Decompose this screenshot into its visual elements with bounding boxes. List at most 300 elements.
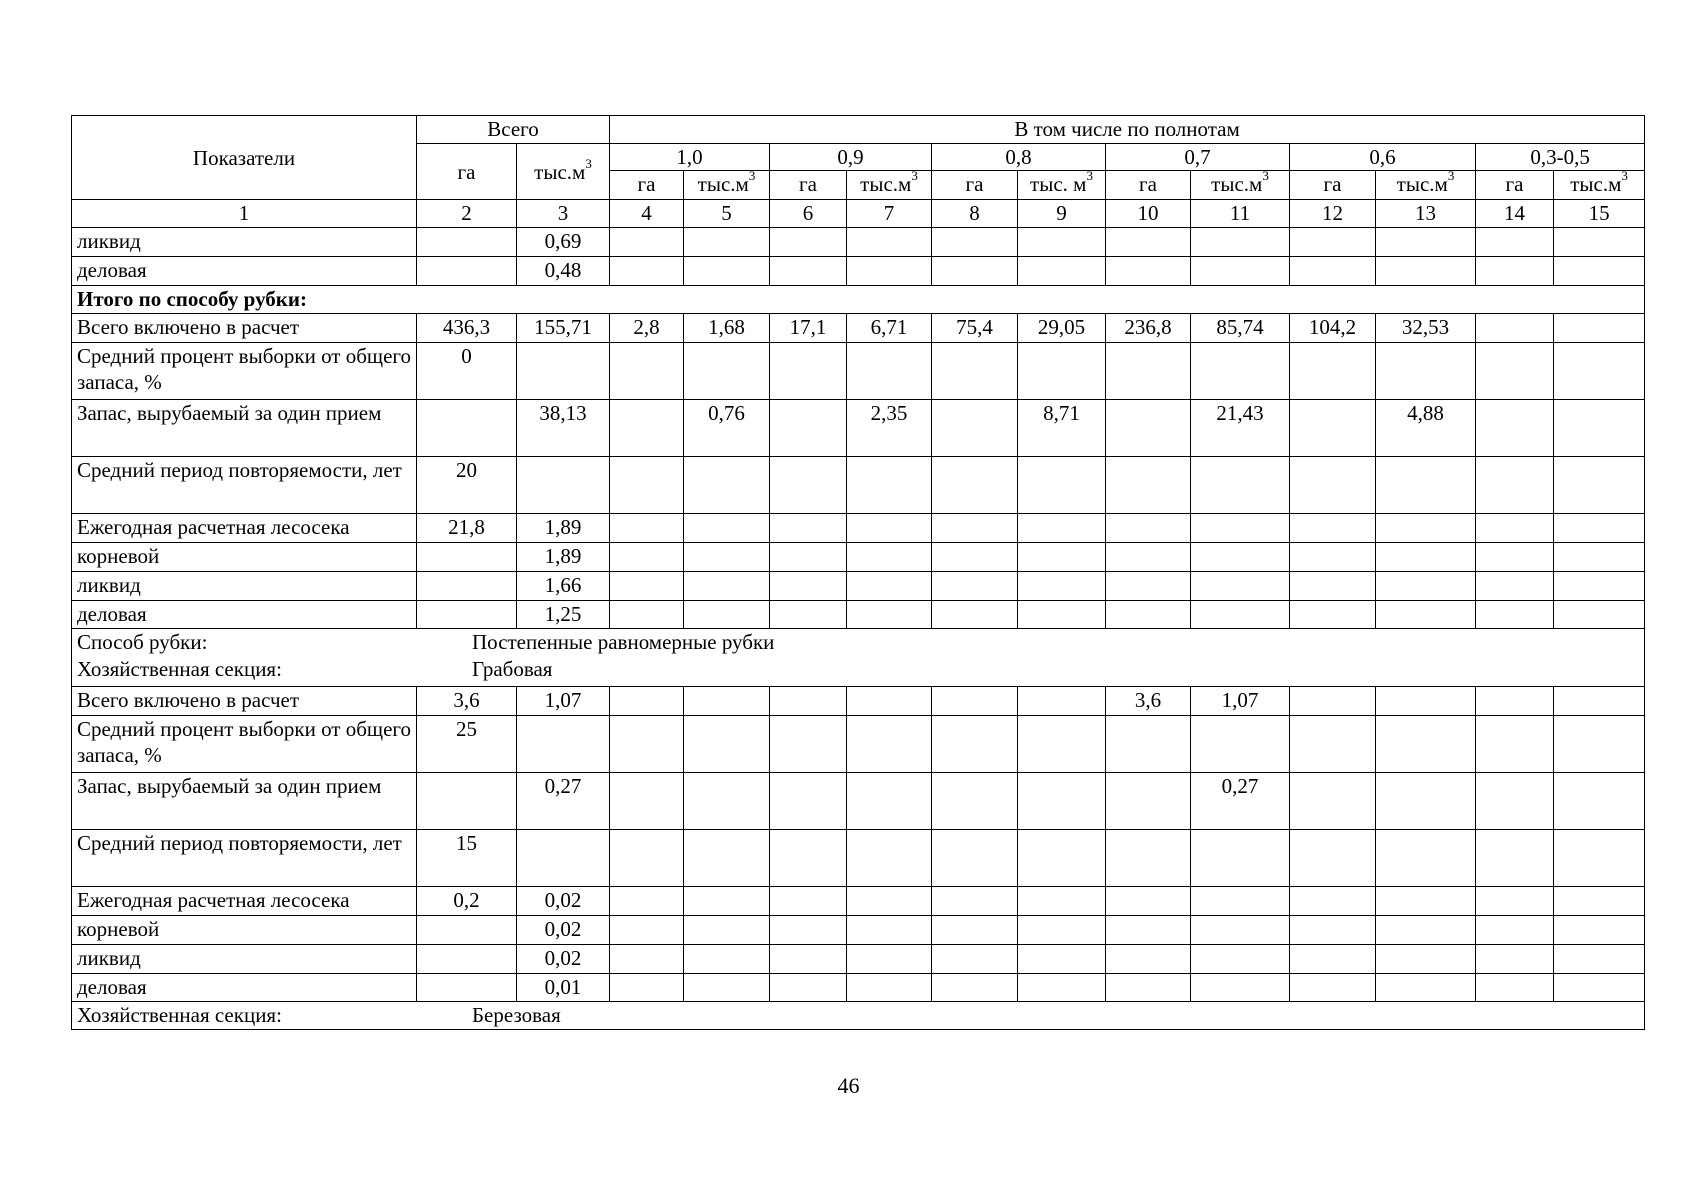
column-number: 15 [1554,200,1645,228]
table-cell: 15 [417,830,517,887]
table-cell [1290,916,1376,945]
table-cell [684,601,770,629]
table-cell: 2,8 [610,314,684,343]
table-cell [770,228,847,257]
table-cell: 1,07 [517,687,610,716]
table-cell [1018,514,1106,543]
header-density-0-6: 0,6 [1290,144,1476,171]
table-cell: 1,89 [517,514,610,543]
table-cell [770,343,847,400]
table-cell [1290,945,1376,974]
unit-m3: $тыс.м^3$ [1376,171,1476,200]
table-cell: 236,8 [1106,314,1191,343]
table-cell: 38,13 [517,400,610,457]
table-cell [1018,773,1106,830]
total-section-title: Итого по способу рубки: [72,286,1645,314]
table-cell [417,543,517,572]
table-cell: 0,27 [1191,773,1290,830]
row-label: ликвид [72,572,417,601]
column-number: 13 [1376,200,1476,228]
table-row [72,457,1645,514]
table-cell [1290,716,1376,773]
column-number: 10 [1106,200,1191,228]
table-cell: 75,4 [932,314,1018,343]
table-cell [847,830,932,887]
table-cell [517,830,610,887]
table-cell [1376,457,1476,514]
economic-section-value: Березовая [472,1003,561,1027]
table-cell [1554,974,1645,1002]
table-cell [1554,572,1645,601]
table-row [72,601,1645,629]
unit-ha: га [1290,171,1376,200]
table-cell [684,228,770,257]
table-cell: 85,74 [1191,314,1290,343]
page-number: 46 [837,1073,860,1098]
table-cell [932,228,1018,257]
table-cell: 25 [417,716,517,773]
table-cell [847,916,932,945]
table-cell: 155,71 [517,314,610,343]
table-cell [610,974,684,1002]
row-label: Ежегодная расчетная лесосека [72,887,417,916]
table-cell [847,716,932,773]
table-cell [684,887,770,916]
column-number: 9 [1018,200,1106,228]
column-number: 6 [770,200,847,228]
table-cell [1554,228,1645,257]
table-cell [1554,457,1645,514]
table-cell [770,400,847,457]
row-label: Запас, вырубаемый за один прием [72,400,417,457]
table-row [72,543,1645,572]
table-cell [1018,974,1106,1002]
unit-m3: тыс. $м^3$ [1018,171,1106,200]
header-breakdown: В том числе по полнотам [610,116,1645,144]
table-cell [770,514,847,543]
table-row [72,687,1645,716]
table-cell [770,916,847,945]
table-cell [417,400,517,457]
table-cell [770,716,847,773]
table-cell: 17,1 [770,314,847,343]
table-cell: 0,27 [517,773,610,830]
table-cell [610,887,684,916]
table-cell [1476,601,1554,629]
header-density-0-9: 0,9 [770,144,932,171]
table-cell [1106,773,1191,830]
table-cell [847,343,932,400]
table-cell [770,572,847,601]
table-cell [1191,830,1290,887]
table-cell [847,457,932,514]
economic-section-line [77,1002,1639,1028]
table-cell [1191,257,1290,286]
table-cell [1106,343,1191,400]
header-total: Всего [417,116,610,144]
table-row [72,916,1645,945]
table-cell [684,773,770,830]
table-cell [1476,716,1554,773]
table-cell [1554,400,1645,457]
table-cell [610,228,684,257]
table-cell [1476,400,1554,457]
table-cell [1376,716,1476,773]
table-cell [1106,257,1191,286]
table-cell [1476,514,1554,543]
table-cell [1476,543,1554,572]
table-cell: 21,43 [1191,400,1290,457]
table-cell [770,601,847,629]
table-cell: 29,05 [1018,314,1106,343]
table-cell [1554,887,1645,916]
row-label: корневой [72,916,417,945]
table-cell [1106,916,1191,945]
section-title-row [72,286,1645,314]
column-number: 11 [1191,200,1290,228]
table-cell [847,601,932,629]
table-cell [847,773,932,830]
column-number: 3 [517,200,610,228]
table-cell [1554,716,1645,773]
economic-section-value: Грабовая [472,657,553,681]
table-cell [1554,314,1645,343]
table-cell [610,945,684,974]
table-cell [847,543,932,572]
column-number: 1 [72,200,417,228]
header-total-ha: га [417,144,517,200]
column-number: 4 [610,200,684,228]
table-cell [1191,343,1290,400]
table-cell [847,687,932,716]
table-cell [684,543,770,572]
table-cell [1106,601,1191,629]
table-cell [1376,257,1476,286]
row-label: деловая [72,257,417,286]
unit-m3: $тыс.м^3$ [1191,171,1290,200]
table-row [72,716,1645,773]
row-label: Средний период повторяемости, лет [72,457,417,514]
table-cell [1191,601,1290,629]
table-cell [1376,514,1476,543]
table-cell [1290,343,1376,400]
table-cell [1290,773,1376,830]
table-cell [417,945,517,974]
header-density-0-3-0-5: 0,3-0,5 [1476,144,1645,171]
row-label: корневой [72,543,417,572]
table-cell [1554,773,1645,830]
table-cell [932,514,1018,543]
table-row [72,228,1645,257]
table-cell [847,974,932,1002]
table-cell [610,716,684,773]
table-cell [847,887,932,916]
table-cell: 0,69 [517,228,610,257]
row-label: Средний период повторяемости, лет [72,830,417,887]
table-cell: 1,25 [517,601,610,629]
table-cell [932,887,1018,916]
row-label: деловая [72,601,417,629]
table-cell [417,773,517,830]
table-cell [932,687,1018,716]
table-cell [1290,514,1376,543]
table-cell [932,916,1018,945]
table-cell [417,228,517,257]
table-cell [417,601,517,629]
header-density-0-7: 0,7 [1106,144,1290,171]
table-cell [770,257,847,286]
table-cell [610,687,684,716]
table-cell [1018,830,1106,887]
table-cell: 20 [417,457,517,514]
table-cell [1290,974,1376,1002]
table-cell [1476,457,1554,514]
table-cell [610,601,684,629]
table-cell [1106,400,1191,457]
table-cell [1376,228,1476,257]
table-cell [610,514,684,543]
column-number: 7 [847,200,932,228]
table-cell: 0 [417,343,517,400]
section-info-cell [72,629,1645,687]
header-row-1 [72,116,1645,144]
table-cell [1106,514,1191,543]
table-cell [417,572,517,601]
table-cell [417,257,517,286]
table-cell [932,773,1018,830]
unit-ha: га [932,171,1018,200]
table-cell [1018,945,1106,974]
unit-ha: га [1476,171,1554,200]
row-label: ликвид [72,945,417,974]
table-cell [1018,228,1106,257]
table-cell [1191,887,1290,916]
column-number: 12 [1290,200,1376,228]
table-cell: 1,66 [517,572,610,601]
header-density-0-8: 0,8 [932,144,1106,171]
header-indicators: Показатели [72,116,417,200]
table-cell: 0,48 [517,257,610,286]
table-cell [1191,716,1290,773]
table-cell [1290,601,1376,629]
table-cell [847,945,932,974]
row-label: деловая [72,974,417,1002]
table-row [72,830,1645,887]
table-cell [1376,916,1476,945]
table-cell: 0,76 [684,400,770,457]
table-cell [770,945,847,974]
table-cell [417,974,517,1002]
table-cell [1290,543,1376,572]
table-body [72,116,1645,1030]
table-row [72,887,1645,916]
table-cell [684,687,770,716]
table-cell [1376,830,1476,887]
table-cell: 8,71 [1018,400,1106,457]
table-cell [1476,228,1554,257]
table-cell [1290,228,1376,257]
table-cell [932,543,1018,572]
table-cell [847,257,932,286]
table-cell [1476,257,1554,286]
table-cell [1554,257,1645,286]
table-cell [610,916,684,945]
row-label: Запас, вырубаемый за один прием [72,773,417,830]
section-info-row [72,1002,1645,1030]
table-cell [1018,543,1106,572]
table-cell [1191,514,1290,543]
table-cell [847,228,932,257]
table-cell [1476,830,1554,887]
table-cell [610,773,684,830]
table-row [72,314,1645,343]
table-cell [684,945,770,974]
table-cell [1191,228,1290,257]
table-cell: 2,35 [847,400,932,457]
table-cell [932,257,1018,286]
table-cell [1018,572,1106,601]
table-cell [684,514,770,543]
table-row [72,945,1645,974]
table-cell [932,945,1018,974]
table-cell [847,572,932,601]
table-row [72,572,1645,601]
table-cell [1554,916,1645,945]
table-cell [1476,916,1554,945]
table-cell: 1,89 [517,543,610,572]
table-cell [1290,830,1376,887]
table-cell [1018,687,1106,716]
table-row [72,257,1645,286]
table-cell [1554,343,1645,400]
table-cell [610,400,684,457]
table-cell [1376,572,1476,601]
table-cell [1554,830,1645,887]
unit-m3: $тыс.м^3$ [1554,171,1645,200]
table-cell: 0,02 [517,945,610,974]
table-cell [1106,228,1191,257]
table-cell [1376,945,1476,974]
table-cell [932,457,1018,514]
table-cell: 6,71 [847,314,932,343]
column-number: 8 [932,200,1018,228]
table-cell [517,343,610,400]
table-cell: 0,02 [517,916,610,945]
column-number: 5 [684,200,770,228]
row-label: Всего включено в расчет [72,687,417,716]
table-cell [1018,257,1106,286]
table-cell: 3,6 [1106,687,1191,716]
table-cell: 4,88 [1376,400,1476,457]
unit-ha: га [770,171,847,200]
table-cell [1018,343,1106,400]
table-cell [1376,601,1476,629]
table-cell [610,830,684,887]
column-number: 2 [417,200,517,228]
table-cell [1476,343,1554,400]
table-cell [610,543,684,572]
table-cell: 1,07 [1191,687,1290,716]
unit-m3: $тыс.м^3$ [684,171,770,200]
table-cell [684,916,770,945]
table-row [72,400,1645,457]
table-cell [1554,543,1645,572]
table-cell [1476,314,1554,343]
economic-section-label: Хозяйственная секция: [77,657,282,681]
section-info-cell [72,1002,1645,1030]
table-cell [1554,687,1645,716]
table-cell [1290,257,1376,286]
table-cell [1106,887,1191,916]
table-cell [1191,916,1290,945]
table-cell [1290,687,1376,716]
table-cell [1376,887,1476,916]
table-cell [1106,974,1191,1002]
table-row [72,974,1645,1002]
table-cell: 0,01 [517,974,610,1002]
table-cell [770,457,847,514]
row-label: ликвид [72,228,417,257]
table-cell [932,601,1018,629]
table-cell [610,343,684,400]
table-row [72,514,1645,543]
table-cell [932,343,1018,400]
table-cell [770,887,847,916]
economic-section-line [77,656,1639,683]
table-cell [770,687,847,716]
table-cell [417,916,517,945]
table-cell [684,457,770,514]
cutting-method-line [77,629,1639,656]
table-cell [1191,945,1290,974]
table-cell [1376,687,1476,716]
table-cell [517,716,610,773]
table-cell [1106,572,1191,601]
row-label: Средний процент выборки от общего запаса, % [72,716,417,773]
table-cell [1106,830,1191,887]
table-cell [1018,716,1106,773]
table-cell [1106,543,1191,572]
column-number-row [72,200,1645,228]
table-cell: 0,2 [417,887,517,916]
table-cell [1191,457,1290,514]
table-cell [1476,945,1554,974]
table-cell [1476,773,1554,830]
table-row [72,773,1645,830]
table-cell: 436,3 [417,314,517,343]
table-cell [610,457,684,514]
cutting-method-value: Постепенные равномерные рубки [472,630,775,654]
table-cell [1554,601,1645,629]
table-cell [684,257,770,286]
table-cell: 0,02 [517,887,610,916]
table-cell [1376,773,1476,830]
table-cell [1018,887,1106,916]
table-cell: 3,6 [417,687,517,716]
table-cell [932,830,1018,887]
table-cell: 32,53 [1376,314,1476,343]
table-cell [1191,572,1290,601]
table-cell [1106,457,1191,514]
table-cell [610,257,684,286]
table-cell [1106,945,1191,974]
table-cell [770,830,847,887]
table-cell [1106,716,1191,773]
economic-section-label: Хозяйственная секция: [77,1003,282,1027]
table-cell [517,457,610,514]
table-cell [684,343,770,400]
table-cell [1018,601,1106,629]
